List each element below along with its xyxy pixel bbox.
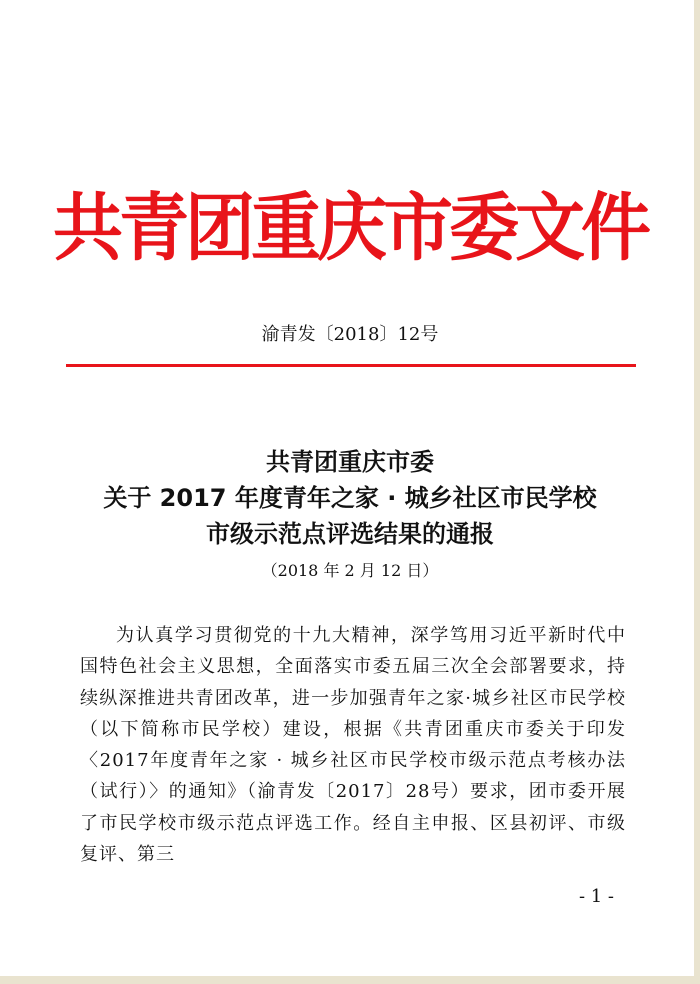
body-paragraph: 为认真学习贯彻党的十九大精神，深学笃用习近平新时代中国特色社会主义思想，全面落实市委五届三次全会部署要求，持续纵深推进共青团改革，进一步加强青年之家·城乡社区市民学校（以下简称市民学校）建设，根据《共青团重庆市委关于印发〈2017年度青年之家 · 城乡社区市民学校市级示范点考核办法（试行）〉的通知》（渝青发〔2017〕28号）要求，团市委开展了市民学校市级示范点评选工作。经自主申报、区县初评、市级复评、第三 bbox=[80, 625, 626, 866]
page-edge-bottom bbox=[0, 976, 700, 984]
document-number: 渝青发〔2018〕12号 bbox=[261, 324, 439, 345]
red-separator-line bbox=[66, 364, 636, 367]
title-line-2: 关于 2017 年度青年之家 · 城乡社区市民学校 bbox=[103, 484, 597, 512]
title-line-3: 市级示范点评选结果的通报 bbox=[206, 520, 494, 548]
title-line-1: 共青团重庆市委 bbox=[266, 448, 434, 476]
document-title-block bbox=[0, 444, 700, 586]
document-date: （2018 年 2 月 12 日） bbox=[261, 561, 439, 580]
page-number: - 1 - bbox=[578, 886, 614, 907]
document-header-title: 共青团重庆市委文件 bbox=[53, 184, 647, 272]
